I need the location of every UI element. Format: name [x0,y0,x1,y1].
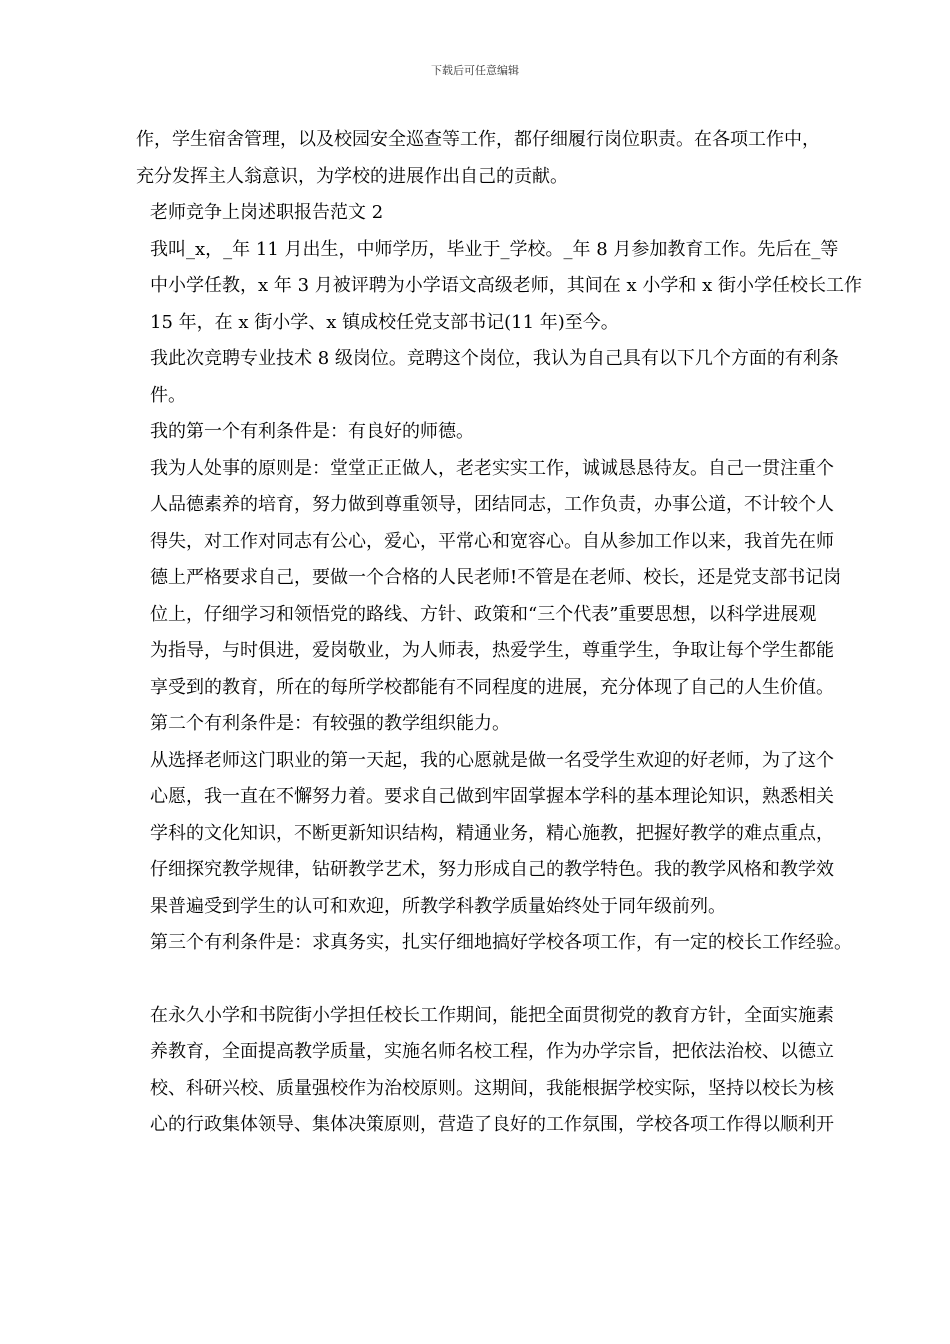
paragraph-condition-3 [136,925,896,962]
text-line: 心的行政集体领导、集体决策原则，营造了良好的工作氛围，学校各项工作得以顺利开 [150,1114,834,1135]
text-line: 心愿，我一直在不懈努力着。要求自己做到牢固掌握本学科的基本理论知识，熟悉相关 [150,786,834,807]
paragraph-intro [136,232,896,342]
text-line: 仔细探究教学规律，钻研教学艺术，努力形成自己的教学特色。我的教学风格和教学效 [150,859,834,880]
text-line: 我叫_x，_年 11 月出生，中师学历，毕业于_学校。_年 8 月参加教育工作。先后在_等 [150,238,839,260]
paragraph-ethics [136,451,896,707]
text-line: 为指导，与时俱进，爱岗敬业，为人师表，热爱学生，尊重学生，争取让每个学生都能 [150,640,834,661]
text-line: 充分发挥主人翁意识，为学校的进展作出自己的贡献。 [136,165,568,187]
paragraph-condition-1 [136,414,896,451]
text-line: 在永久小学和书院街小学担任校长工作期间，能把全面贯彻党的教育方针，全面实施素 [150,1004,834,1026]
text-line: 第二个有利条件是：有较强的教学组织能力。 [150,713,510,734]
text-line: 从选择老师这门职业的第一天起，我的心愿就是做一名受学生欢迎的好老师，为了这个 [150,749,834,771]
text-line: 我为人处事的原则是：堂堂正正做人，老老实实工作，诚诚恳恳待友。自己一贯注重个 [150,457,834,479]
text-line: 中小学任教，x 年 3 月被评聘为小学语文高级老师，其间在 x 小学和 x 街小学任校长工作 [150,275,862,296]
text-line: 享受到的教育，所在的每所学校都能有不同程度的进展，充分体现了自己的人生价值。 [150,676,834,698]
blank-line [136,962,896,998]
text-line: 我此次竞聘专业技术 8 级岗位。竞聘这个岗位，我认为自己具有以下几个方面的有利条 [150,348,839,369]
text-line: 我的第一个有利条件是：有良好的师德。 [150,421,474,442]
section-title [136,195,896,232]
paragraph-condition-2 [136,706,896,743]
text-line: 位上，仔细学习和领悟党的路线、方针、政策和“三个代表”重要思想，以科学进展观 [150,603,817,625]
text-line: 人品德素养的培育，努力做到尊重领导，团结同志，工作负责，办事公道，不计较个人 [150,494,834,515]
text-line: 老师竞争上岗述职报告范文 2 [150,202,384,223]
text-line: 德上严格要求自己，要做一个合格的人民老师!不管是在老师、校长，还是党支部书记岗 [150,567,842,588]
paragraph-1 [136,122,896,195]
document-body [136,122,896,1144]
text-line: 养教育，全面提高教学质量，实施名师名校工程，作为办学宗旨，把依法治校、以德立 [150,1041,834,1062]
text-line: 果普遍受到学生的认可和欢迎，所教学科教学质量始终处于同年级前列。 [150,895,726,917]
text-line: 学科的文化知识，不断更新知识结构，精通业务，精心施教，把握好教学的难点重点， [150,822,834,844]
text-line: 得失，对工作对同志有公心，爱心，平常心和宽容心。自从参加工作以来，我首先在师 [150,530,834,552]
page-header: 下载后可任意编辑 [431,64,519,77]
paragraph-principal [136,998,896,1144]
text-line: 作，学生宿舍管理，以及校园安全巡查等工作，都仔细履行岗位职责。在各项工作中， [136,129,820,150]
text-line: 15 年，在 x 街小学、x 镇成校任党支部书记(11 年)至今。 [150,311,619,333]
text-line: 校、科研兴校、质量强校作为治校原则。这期间，我能根据学校实际，坚持以校长为核 [150,1077,834,1099]
paragraph-position [136,341,896,414]
text-line: 件。 [150,384,186,406]
text-line: 第三个有利条件是：求真务实，扎实仔细地搞好学校各项工作，有一定的校长工作经验。 [150,932,852,953]
paragraph-teaching [136,743,896,926]
